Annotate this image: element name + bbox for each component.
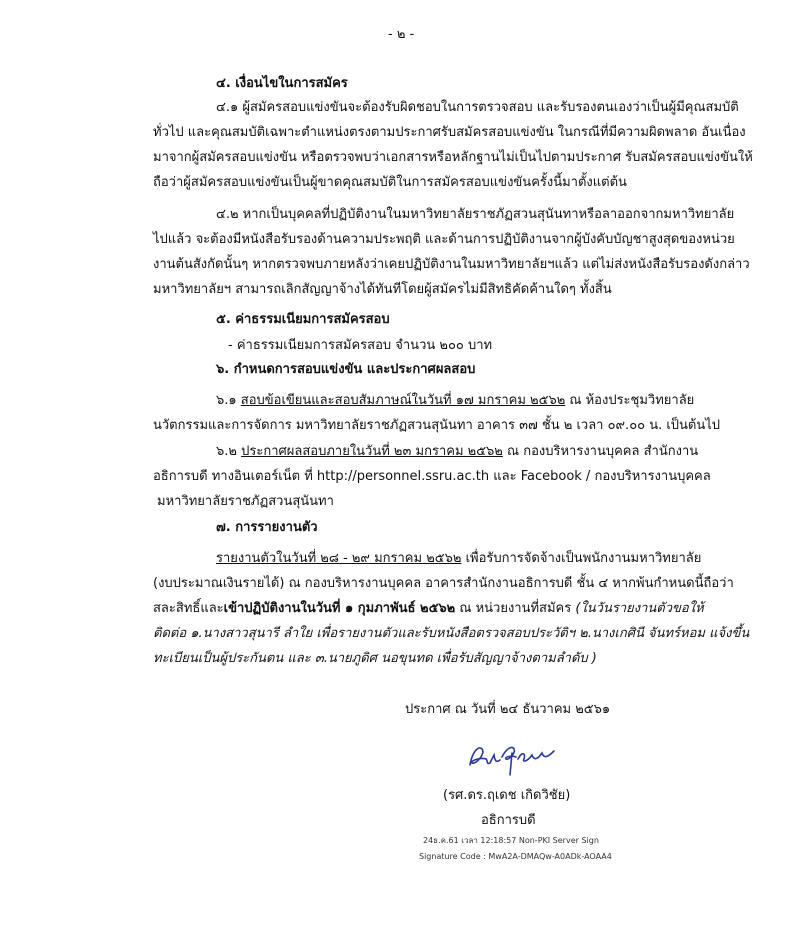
section-7-unit-text: ณ หน่วยงานที่สมัคร (455, 601, 576, 616)
section-6-2-line-1 (216, 443, 698, 461)
section-6-2-line-2: อธิการบดี ทางอินเตอร์เน็ต ที่ http://personnel.ssru.ac.th และ Facebook / กองบริหารงานบุคคล (153, 469, 711, 484)
section-4-2-line-3: งานต้นสังกัดนั้นๆ หากตรวจพบภายหลังว่าเคยปฏิบัติงานในมหาวิทยาลัยฯแล้ว แต่ไม่ส่งหนังสือรับรองดังกล่าว (153, 257, 750, 272)
section-6-2-location: ณ กองบริหารงานบุคคล สำนักงาน (507, 444, 699, 459)
section-4-2-line-1: ๔.๒ หากเป็นบุคคลที่ปฏิบัติงานในมหาวิทยาลัยราชภัฏสวนสุนันทาหรือลาออกจากมหาวิทยาลัย (216, 207, 735, 222)
section-7-line-1 (216, 550, 701, 568)
section-4-1-line-2: ทั่วไป และคุณสมบัติเฉพาะตำแหน่งตรงตามประกาศรับสมัครสอบแข่งขัน ในกรณีที่มีความผิดพลาด อันเนื่อง (153, 125, 746, 140)
section-4-heading: ๔. เงื่อนไขในการสมัคร (216, 76, 348, 91)
section-7-report-date: รายงานตัวในวันที่ ๒๘ - ๒๙ มกราคม ๒๕๖๒ (216, 551, 462, 566)
signatory-name: (รศ.ดร.ฤเดช เกิดวิชัย) (443, 788, 571, 803)
section-6-heading: ๖. กำหนดการสอบแข่งขัน และประกาศผลสอบ (216, 362, 476, 377)
handwritten-signature (462, 735, 562, 780)
section-4-2-line-4: มหาวิทยาลัยฯ สามารถเลิกสัญญาจ้างได้ทันทีโดยผู้สมัครไม่มีสิทธิคัดค้านใดๆ ทั้งสิ้น (153, 282, 612, 297)
section-5-heading: ๕. ค่าธรรมเนียมการสมัครสอบ (216, 312, 390, 327)
page-number: - ๒ - (388, 27, 415, 42)
section-6-1-number: ๖.๑ (216, 393, 237, 408)
signatory-title: อธิการบดี (481, 813, 536, 828)
esign-signature-code: Signature Code : MwA2A-DMAQw-A0ADk-AOAA4 (419, 852, 612, 861)
section-7-note-start: (ในวันรายงานตัวขอให้ (575, 601, 704, 616)
section-6-1-line-2: นวัตกรรมและการจัดการ มหาวิทยาลัยราชภัฏสวนสุนันทา อาคาร ๓๗ ชั้น ๒ เวลา ๐๙.๐๐ น. เป็นต้นไป (153, 418, 721, 433)
section-7-start-date: เข้าปฏิบัติงานในวันที่ ๑ กุมภาพันธ์ ๒๕๖๒ (223, 601, 456, 616)
section-4-1-line-3: มาจากผู้สมัครสอบแข่งขัน หรือตรวจพบว่าเอกสารหรือหลักฐานไม่เป็นไปตามประกาศ รับสมัครสอบแข่งขันให้ (153, 150, 753, 165)
section-4-1-line-4: ถือว่าผู้สมัครสอบแข่งขันเป็นผู้ขาดคุณสมบัติในการสมัครสอบแข่งขันครั้งนี้มาตั้งแต่ต้น (153, 175, 627, 190)
section-6-1-line-1 (216, 392, 694, 410)
section-7-line-1-rest: เพื่อรับการจัดจ้างเป็นพนักงานมหาวิทยาลัย (465, 551, 702, 566)
esign-timestamp: 24ธ.ค.61 เวลา 12:18:57 Non-PKI Server Sign (423, 836, 599, 845)
section-4-2-line-2: ไปแล้ว จะต้องมีหนังสือรับรองด้านความประพฤติ และด้านการปฏิบัติงานจากผู้บังคับบัญชาสูงสุดของหน่วย (153, 232, 735, 247)
section-7-note-line-3: ทะเบียนเป็นผู้ประกันตน และ ๓.นายภูดิศ นอขุนทด เพื่อรับสัญญาจ้างตามลำดับ ) (153, 651, 597, 666)
section-7-forfeit-text: สละสิทธิ์และ (153, 601, 224, 616)
section-7-note-line-2: ติดต่อ ๑.นางสาวสุนารี ลำใย เพื่อรายงานตัวและรับหนังสือตรวจสอบประวัติฯ ๒.นางเกศินี จันทร์หอม แจ้งขึ้น (153, 626, 750, 641)
section-7-line-3 (153, 600, 704, 618)
section-6-2-line-3: มหาวิทยาลัยราชภัฏสวนสุนันทา (157, 494, 334, 509)
section-7-line-2: (งบประมาณเงินรายได้) ณ กองบริหารงานบุคคล อาคารสำนักงานอธิการบดี ชั้น ๔ หากพ้นกำหนดนี้ถือว่า (153, 576, 734, 591)
section-7-heading: ๗. การรายงานตัว (216, 520, 318, 535)
announcement-date: ประกาศ ณ วันที่ ๒๔ ธันวาคม ๒๕๖๑ (405, 702, 611, 717)
section-6-1-location: ณ ห้องประชุมวิทยาลัย (569, 393, 695, 408)
section-6-2-number: ๖.๒ (216, 444, 237, 459)
section-6-1-exam-date: สอบข้อเขียนและสอบสัมภาษณ์ในวันที่ ๑๗ มกราคม ๒๕๖๒ (240, 393, 566, 408)
section-5-fee-line: - ค่าธรรมเนียมการสมัครสอบ จำนวน ๒๐๐ บาท (228, 338, 493, 353)
section-4-1-line-1: ๔.๑ ผู้สมัครสอบแข่งขันจะต้องรับผิดชอบในการตรวจสอบ และรับรองตนเองว่าเป็นผู้มีคุณสมบัติ (216, 100, 739, 115)
section-6-2-result-date: ประกาศผลสอบภายในวันที่ ๒๓ มกราคม ๒๕๖๒ (241, 444, 503, 459)
